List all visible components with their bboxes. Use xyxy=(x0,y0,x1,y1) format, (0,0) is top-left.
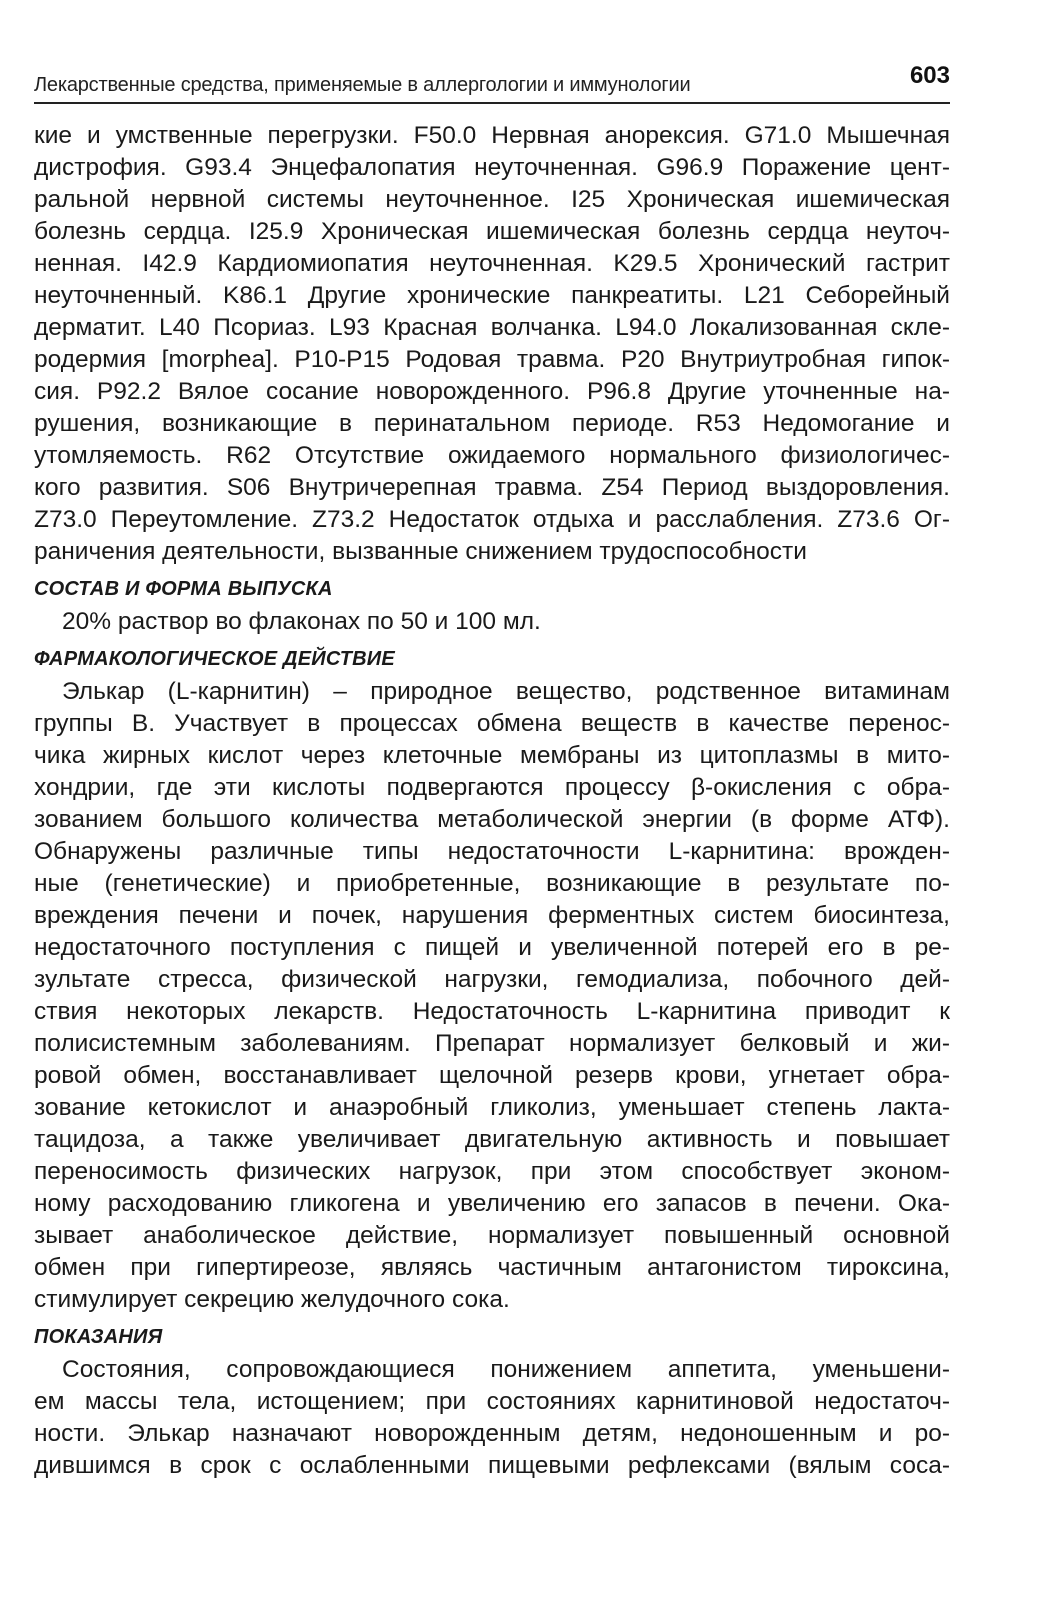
section-heading-pharmacology: ФАРМАКОЛОГИЧЕСКОЕ ДЕЙСТВИЕ xyxy=(34,648,395,670)
running-title: Лекарственные средства, применяемые в аллергологии и иммунологии xyxy=(34,74,691,96)
text-line: 20% раствор во флаконах по 50 и 100 мл. xyxy=(62,608,541,635)
page-number: 603 xyxy=(909,62,950,89)
text-line: дившимся в срок с ослабленными пищевыми рефлексами (вялым соса- xyxy=(34,1452,950,1479)
composition-paragraph xyxy=(34,606,950,638)
indications-paragraph xyxy=(34,1354,950,1482)
text-line: ному расходованию гликогена и увеличению его запасов в печени. Ока- xyxy=(34,1190,950,1217)
section-heading-composition: СОСТАВ И ФОРМА ВЫПУСКА xyxy=(34,578,333,600)
text-line: зование кетокислот и анаэробный гликолиз, уменьшает степень лакта- xyxy=(34,1094,950,1121)
text-line: родермия [morphea]. P10-P15 Родовая травма. P20 Внутриутробная гипок- xyxy=(34,346,950,373)
section-heading-indications: ПОКАЗАНИЯ xyxy=(34,1326,163,1348)
running-header xyxy=(34,62,950,104)
text-line: Элькар (L-карнитин) – природное вещество, родственное витаминам xyxy=(62,678,950,705)
text-line: ности. Элькар назначают новорожденным детям, недоношенным и ро- xyxy=(34,1420,950,1447)
text-line: зывает анаболическое действие, нормализует повышенный основной xyxy=(34,1222,950,1249)
text-line: недостаточного поступления с пищей и увеличенной потерей его в ре- xyxy=(34,934,950,961)
text-line: тацидоза, а также увеличивает двигательную активность и повышает xyxy=(34,1126,950,1153)
text-line: полисистемным заболеваниям. Препарат нормализует белковый и жи- xyxy=(34,1030,950,1057)
text-line: Обнаружены различные типы недостаточности L-карнитина: врожден- xyxy=(34,838,950,865)
text-line: раничения деятельности, вызванные снижением трудоспособности xyxy=(34,538,807,565)
page-body xyxy=(34,120,950,1482)
text-line: обмен при гипертиреозе, являясь частичным антагонистом тироксина, xyxy=(34,1254,950,1281)
text-line: ствия некоторых лекарств. Недостаточность L-карнитина приводит к xyxy=(34,998,950,1025)
text-line: кие и умственные перегрузки. F50.0 Нервная анорексия. G71.0 Мышечная xyxy=(34,122,950,149)
text-line: зованием большого количества метаболической энергии (в форме АТФ). xyxy=(34,806,950,833)
text-line: рушения, возникающие в перинатальном периоде. R53 Недомогание и xyxy=(34,410,950,437)
text-line: зультате стресса, физической нагрузки, гемодиализа, побочного дей- xyxy=(34,966,950,993)
text-line: сия. P92.2 Вялое сосание новорожденного. P96.8 Другие уточненные на- xyxy=(34,378,950,405)
text-line: чика жирных кислот через клеточные мембраны из цитоплазмы в мито- xyxy=(34,742,950,769)
text-line: вреждения печени и почек, нарушения ферментных систем биосинтеза, xyxy=(34,902,950,929)
pharmacology-paragraph xyxy=(34,676,950,1316)
text-line: хондрии, где эти кислоты подвергаются процессу β-окисления с обра- xyxy=(34,774,950,801)
text-line: ровой обмен, восстанавливает щелочной резерв крови, угнетает обра- xyxy=(34,1062,950,1089)
text-line: ем массы тела, истощением; при состояниях карнитиновой недостаточ- xyxy=(34,1388,950,1415)
text-line: Z73.0 Переутомление. Z73.2 Недостаток отдыха и расслабления. Z73.6 Ог- xyxy=(34,506,950,533)
text-line: неуточненный. K86.1 Другие хронические панкреатиты. L21 Себорейный xyxy=(34,282,950,309)
text-line: группы В. Участвует в процессах обмена веществ в качестве перенос- xyxy=(34,710,950,737)
icd-codes-paragraph xyxy=(34,120,950,568)
text-line: ненная. I42.9 Кардиомиопатия неуточненная. K29.5 Хронический гастрит xyxy=(34,250,950,277)
text-line: ральной нервной системы неуточненное. I25 Хроническая ишемическая xyxy=(34,186,950,213)
text-line: ные (генетические) и приобретенные, возникающие в результате по- xyxy=(34,870,950,897)
text-line: болезнь сердца. I25.9 Хроническая ишемическая болезнь сердца неуточ- xyxy=(34,218,950,245)
text-line: дистрофия. G93.4 Энцефалопатия неуточненная. G96.9 Поражение цент- xyxy=(34,154,950,181)
text-line: Состояния, сопровождающиеся понижением аппетита, уменьшени- xyxy=(62,1356,950,1383)
text-line: дерматит. L40 Псориаз. L93 Красная волчанка. L94.0 Локализованная скле- xyxy=(34,314,950,341)
text-line: переносимость физических нагрузок, при этом способствует эконом- xyxy=(34,1158,950,1185)
text-line: кого развития. S06 Внутричерепная травма. Z54 Период выздоровления. xyxy=(34,474,950,501)
text-line: стимулирует секрецию желудочного сока. xyxy=(34,1286,510,1313)
text-line: утомляемость. R62 Отсутствие ожидаемого нормального физиологичес- xyxy=(34,442,950,469)
